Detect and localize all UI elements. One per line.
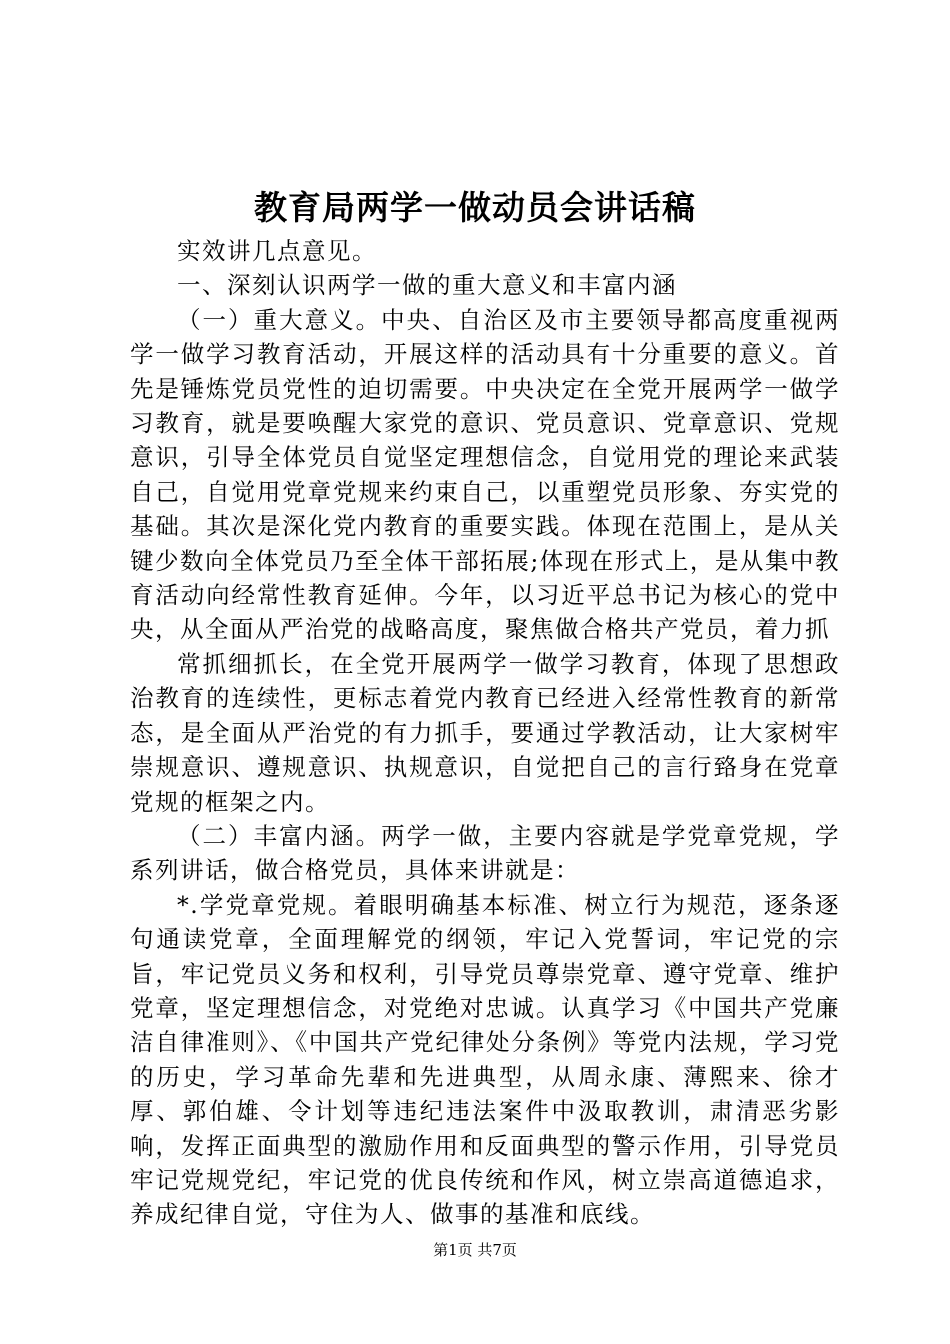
paragraph-significance: （一）重大意义。中央、自治区及市主要领导都高度重视两学一做学习教育活动，开展这样的活动具有十分重要的意义。首先是锤炼党员党性的迫切需要。中央决定在全党开展两学一做学习教育，就是要唤醒大家党的意识、党员意识、党章意识、党规意识，引导全体党员自觉坚定理想信念，自觉用党的理论来武装自己，自觉用党章党规来约束自己，以重塑党员形象、夯实党的基础。其次是深化党内教育的重要实践。体现在范围上，是从关键少数向全体党员乃至全体干部拓展;体现在形式上，是从集中教育活动向经常性教育延伸。今年，以习近平总书记为核心的党中央，从全面从严治党的战略高度，聚焦做合格共产党员，着力抓 [130, 305, 840, 644]
paragraph-study-rules: *.学党章党规。着眼明确基本标准、树立行为规范，逐条逐句通读党章，全面理解党的纲领，牢记入党誓词，牢记党的宗旨，牢记党员义务和权利，引导党员尊崇党章、遵守党章、维护党章，坚定理想信念，对党绝对忠诚。认真学习《中国共产党廉洁自律准则》、《中国共产党纪律处分条例》等党内法规，学习党的历史，学习革命先辈和先进典型，从周永康、薄熙来、徐才厚、郭伯雄、令计划等违纪违法案件中汲取教训，肃清恶劣影响，发挥正面典型的激励作用和反面典型的警示作用，引导党员牢记党规党纪，牢记党的优良传统和作风，树立崇高道德追求，养成纪律自觉，守住为人、做事的基准和底线。 [130, 890, 840, 1229]
section-heading-1: 一、深刻认识两学一做的重大意义和丰富内涵 [177, 271, 677, 300]
paragraph-connotation: （二）丰富内涵。两学一做，主要内容就是学党章党规，学系列讲话，做合格党员，具体来讲就是： [130, 821, 840, 885]
paragraph-continuation: 常抓细抓长，在全党开展两学一做学习教育，体现了思想政治教育的连续性，更标志着党内教育已经进入经常性教育的新常态，是全面从严治党的有力抓手，要通过学教活动，让大家树牢崇规意识、遵规意识、执规意识，自觉把自己的言行臵身在党章党规的框架之内。 [130, 649, 840, 816]
page-number-footer: 第1页 共7页 [433, 1241, 517, 1259]
paragraph-intro: 实效讲几点意见。 [177, 237, 377, 265]
document-body [130, 234, 840, 1232]
document-title: 教育局两学一做动员会讲话稿 [254, 188, 696, 227]
